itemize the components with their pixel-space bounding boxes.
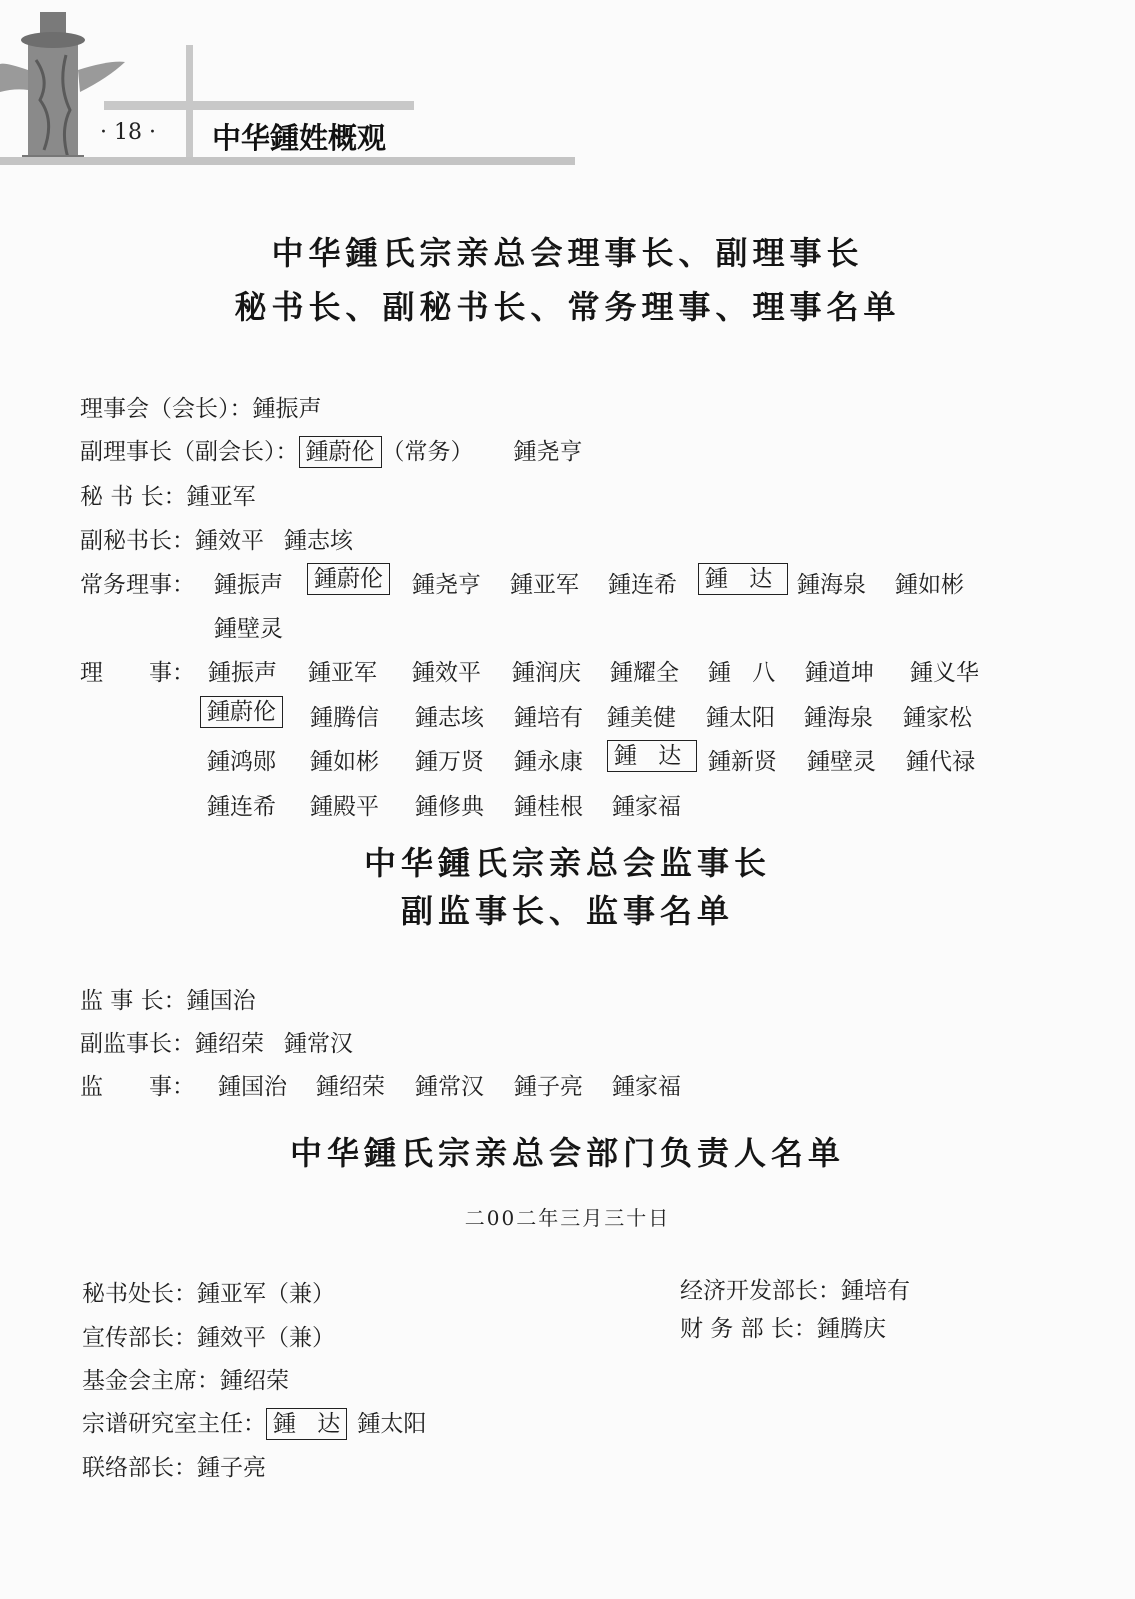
standing-directors-label: 常务理事：: [80, 572, 195, 598]
secretary-general-name: 鍾亚军: [186, 484, 256, 510]
deputy-supervisor-name: 鍾常汉: [284, 1031, 353, 1057]
standing-director-name: 鍾海泉: [797, 572, 866, 598]
dept-row: [680, 1310, 886, 1343]
dept-head: 鍾太阳: [357, 1411, 427, 1437]
dept-head: 鍾腾庆: [816, 1316, 886, 1342]
standing-director-name: 鍾连希: [608, 572, 677, 598]
secretary-general-label: 秘 书 长：: [80, 484, 187, 510]
deputy-secretary-name: 鍾效平: [195, 528, 264, 554]
director-name: 鍾耀全: [610, 660, 679, 686]
header-rule-bottom: [0, 157, 575, 165]
standing-director-boxed-name: 鍾蔚伦: [307, 563, 390, 595]
dept-head: 鍾亚军（兼）: [197, 1281, 335, 1307]
director-name: 鍾家福: [612, 794, 681, 820]
dept-label: 基金会主席：: [82, 1368, 220, 1394]
dept-label: 财 务 部 长：: [680, 1316, 817, 1342]
vice-chairman-boxed-name: 鍾蔚伦: [299, 436, 382, 468]
standing-director-name: 鍾亚军: [510, 572, 579, 598]
running-title: 中华鍾姓概观: [212, 121, 387, 155]
section2-title-line1: 中华鍾氏宗亲总会监事长: [363, 844, 771, 882]
director-name: 鍾道坤: [805, 660, 874, 686]
standing-director-name: 鍾振声: [214, 572, 283, 598]
deputy-secretary-name: 鍾志垓: [284, 528, 353, 554]
supervisor-chief-label: 监 事 长：: [80, 988, 187, 1014]
dept-head: 鍾子亮: [197, 1455, 266, 1481]
dept-label: 秘书处长：: [82, 1281, 197, 1307]
director-name: 鍾修典: [415, 794, 484, 820]
dept-label: 经济开发部长：: [680, 1278, 841, 1304]
page-header: [0, 0, 580, 170]
dept-head-boxed: 鍾 达: [266, 1408, 347, 1440]
header-rule-vertical: [186, 45, 193, 162]
section3-date: 二00二年三月三十日: [464, 1206, 671, 1230]
vice-chairman-label: 副理事长（副会长）：: [80, 439, 299, 465]
director-name: 鍾振声: [208, 660, 277, 686]
director-name: 鍾如彬: [310, 749, 379, 775]
standing-director-name: 鍾如彬: [895, 572, 964, 598]
director-name: 鍾鸿郧: [207, 749, 276, 775]
dept-label: 宣传部长：: [82, 1325, 197, 1351]
director-name: 鍾连希: [207, 794, 276, 820]
dept-head: 鍾培有: [841, 1278, 910, 1304]
supervisor-name: 鍾子亮: [514, 1074, 583, 1100]
dept-row: [82, 1405, 426, 1440]
section3-title: 中华鍾氏宗亲总会部门负责人名单: [289, 1134, 845, 1172]
director-name: 鍾代禄: [906, 749, 975, 775]
supervisor-name: 鍾绍荣: [316, 1074, 385, 1100]
dept-head: 鍾效平（兼）: [197, 1325, 335, 1351]
vice-chairman-note: （常务）: [381, 439, 474, 465]
deputy-secretary-label: 副秘书长：: [80, 528, 195, 554]
directors-label: 理 事：: [80, 660, 195, 686]
director-name: 鍾家松: [903, 705, 972, 731]
director-name: 鍾润庆: [512, 660, 581, 686]
secretary-general-row: [80, 478, 256, 511]
supervisor-chief-name: 鍾国治: [186, 988, 256, 1014]
supervisor-name: 鍾常汉: [415, 1074, 484, 1100]
deputy-supervisor-row: [80, 1025, 353, 1058]
vice-chairman-other: 鍾尧亨: [513, 439, 583, 465]
standing-director-name: 鍾壁灵: [214, 616, 283, 642]
director-name: 鍾桂根: [514, 794, 583, 820]
page-number: · 18 ·: [100, 120, 156, 145]
dept-row: [82, 1319, 335, 1352]
section2-title-line2: 副监事长、监事名单: [400, 892, 734, 930]
director-name: 鍾效平: [412, 660, 481, 686]
deputy-secretary-row: [80, 522, 353, 555]
dept-label: 宗谱研究室主任：: [82, 1411, 266, 1437]
deputy-supervisor-label: 副监事长：: [80, 1031, 195, 1057]
dept-head: 鍾绍荣: [220, 1368, 289, 1394]
dept-row: [680, 1272, 910, 1305]
director-boxed-name: 鍾蔚伦: [200, 696, 283, 728]
director-name: 鍾志垓: [415, 705, 484, 731]
section1-title-line2: 秘书长、副秘书长、常务理事、理事名单: [234, 288, 901, 326]
deputy-supervisor-name: 鍾绍荣: [195, 1031, 264, 1057]
chairman-label: 理事会（会长）：: [80, 396, 253, 422]
director-name: 鍾壁灵: [807, 749, 876, 775]
vice-chairman-row: [80, 433, 583, 468]
chairman-row: [80, 390, 322, 423]
supervisor-chief-row: [80, 982, 256, 1015]
supervisor-name: 鍾家福: [612, 1074, 681, 1100]
director-name: 鍾海泉: [804, 705, 873, 731]
director-boxed-name: 鍾 达: [607, 740, 697, 772]
director-name: 鍾 八: [708, 660, 776, 686]
director-name: 鍾美健: [607, 705, 676, 731]
header-rule-top: [104, 101, 414, 110]
dept-row: [82, 1275, 335, 1308]
supervisors-label: 监 事：: [80, 1074, 195, 1100]
director-name: 鍾殿平: [310, 794, 379, 820]
director-name: 鍾腾信: [310, 705, 379, 731]
director-name: 鍾万贤: [415, 749, 484, 775]
director-name: 鍾新贤: [708, 749, 777, 775]
standing-director-name: 鍾尧亨: [412, 572, 481, 598]
supervisor-name: 鍾国治: [218, 1074, 287, 1100]
standing-director-boxed-name: 鍾 达: [698, 563, 788, 595]
director-name: 鍾义华: [910, 660, 979, 686]
chairman-name: 鍾振声: [252, 396, 322, 422]
section1-title-line1: 中华鍾氏宗亲总会理事长、副理事长: [271, 234, 864, 272]
dept-row: [82, 1449, 266, 1482]
director-name: 鍾永康: [514, 749, 583, 775]
dept-row: [82, 1362, 289, 1395]
director-name: 鍾培有: [514, 705, 583, 731]
dept-label: 联络部长：: [82, 1455, 197, 1481]
director-name: 鍾太阳: [706, 705, 775, 731]
director-name: 鍾亚军: [308, 660, 377, 686]
